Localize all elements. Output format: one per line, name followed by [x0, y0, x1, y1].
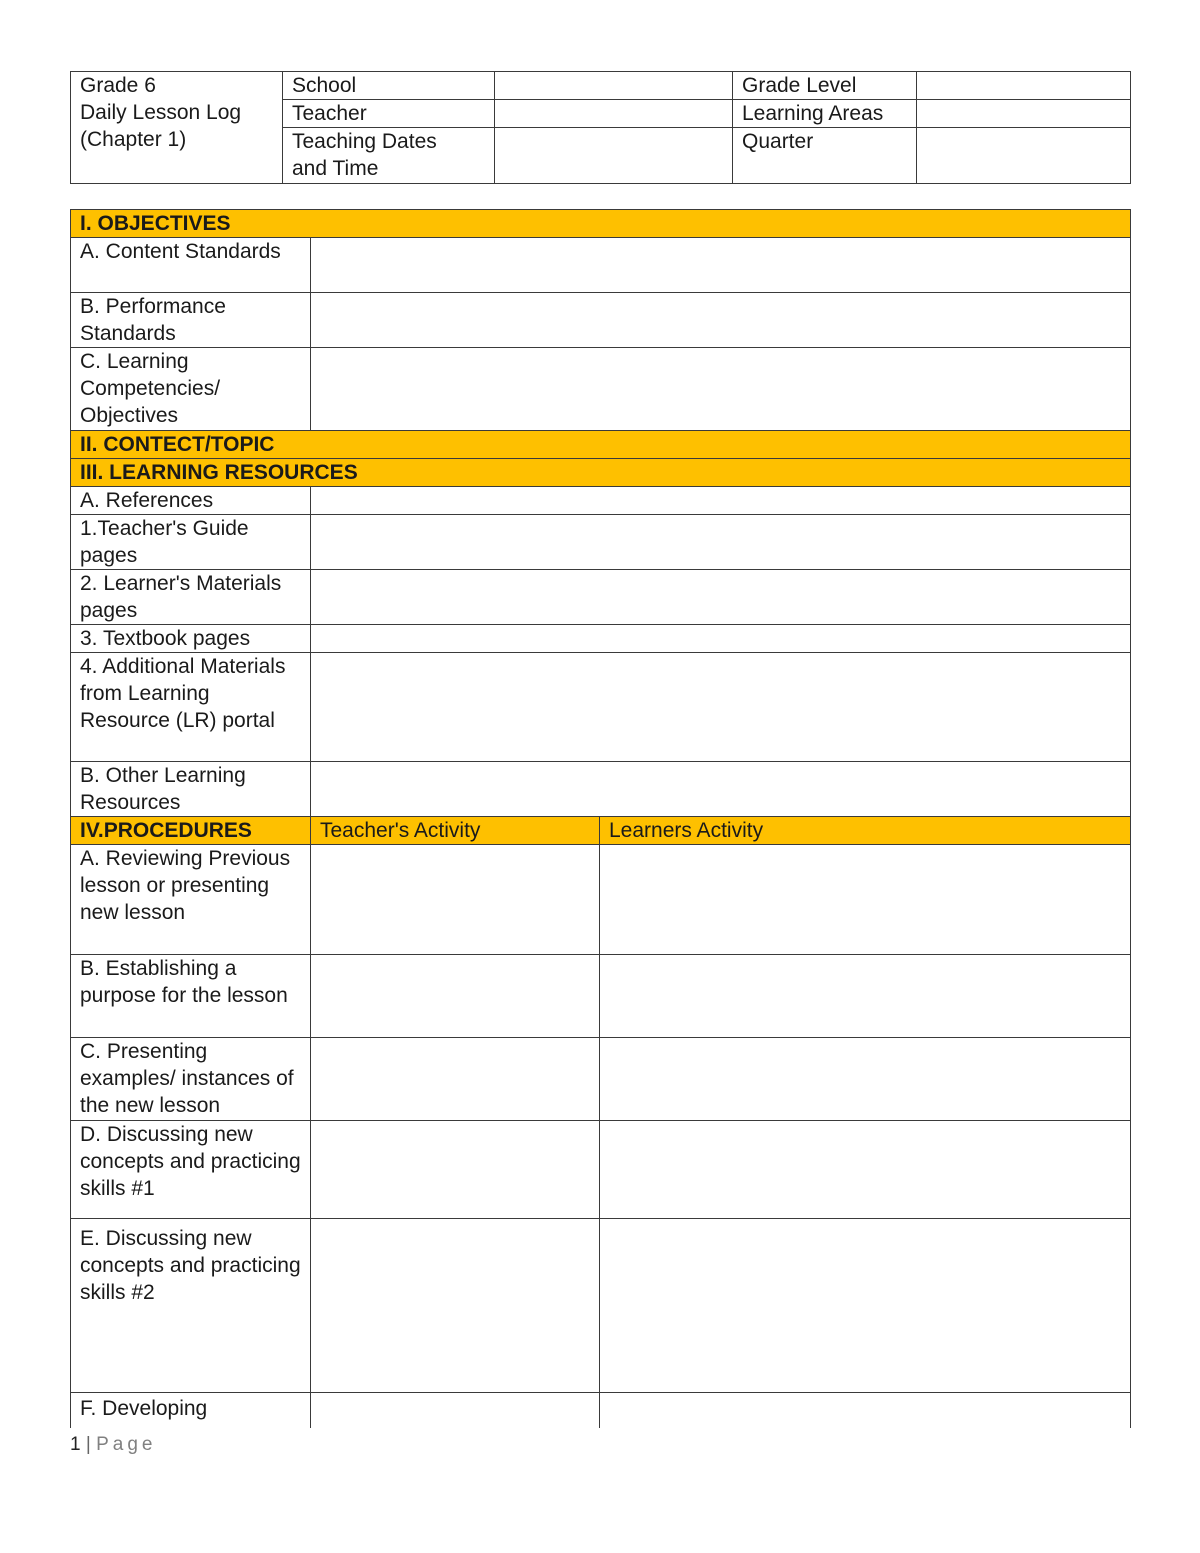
procedure-step-label: C. Presenting examples/ instances of the new lesson [71, 1038, 311, 1121]
teacher-activity-field[interactable] [311, 955, 600, 1038]
learners-materials-field[interactable] [311, 570, 1131, 625]
content-topic-heading: II. CONTECT/TOPIC [71, 431, 1131, 459]
learner-activity-field[interactable] [600, 1393, 1131, 1428]
learning-competencies-field[interactable] [311, 348, 1131, 431]
references-field[interactable] [311, 487, 1131, 515]
teacher-activity-field[interactable] [311, 1219, 600, 1393]
other-resources-label: B. Other Learning Resources [71, 762, 311, 817]
content-standards-field[interactable] [311, 238, 1131, 293]
page-number: 1 [70, 1434, 81, 1455]
procedures-heading: IV.PROCEDURES [71, 817, 311, 845]
header-table [70, 71, 1131, 184]
learner-activity-field[interactable] [600, 1038, 1131, 1121]
school-field[interactable] [495, 72, 733, 100]
textbook-label: 3. Textbook pages [71, 625, 311, 653]
learning-competencies-label: C. Learning Competencies/ Objectives [71, 348, 311, 431]
objectives-heading: I. OBJECTIVES [71, 210, 1131, 238]
learner-activity-field[interactable] [600, 1121, 1131, 1219]
learning-areas-field[interactable] [917, 100, 1131, 128]
teachers-guide-field[interactable] [311, 515, 1131, 570]
teachers-guide-label: 1.Teacher's Guide pages [71, 515, 311, 570]
textbook-field[interactable] [311, 625, 1131, 653]
procedure-step-label: E. Discussing new concepts and practicing skills #2 [71, 1219, 311, 1393]
grade-level-field[interactable] [917, 72, 1131, 100]
procedure-step-label: B. Establishing a purpose for the lesson [71, 955, 311, 1038]
teacher-activity-field[interactable] [311, 1121, 600, 1219]
log-title-name: Daily Lesson Log [80, 101, 242, 124]
teacher-activity-field[interactable] [311, 1038, 600, 1121]
teacher-activity-field[interactable] [311, 845, 600, 955]
page-separator: | [85, 1434, 91, 1455]
quarter-field[interactable] [917, 128, 1131, 184]
lesson-log-table [70, 209, 1131, 1428]
teacher-activity-header: Teacher's Activity [311, 817, 600, 845]
content-standards-label: A. Content Standards [71, 238, 311, 293]
other-resources-field[interactable] [311, 762, 1131, 817]
teacher-label: Teacher [283, 100, 495, 128]
additional-materials-field[interactable] [311, 653, 1131, 762]
learner-activity-header: Learners Activity [600, 817, 1131, 845]
teacher-activity-field[interactable] [311, 1393, 600, 1428]
grade-level-label: Grade Level [733, 72, 917, 100]
teaching-dates-label-line2: and Time [292, 157, 379, 180]
school-label: School [283, 72, 495, 100]
performance-standards-label: B. Performance Standards [71, 293, 311, 348]
procedure-step-label: A. Reviewing Previous lesson or presenting new lesson [71, 845, 311, 955]
teaching-dates-label [283, 128, 495, 184]
page-word: Page [96, 1434, 157, 1455]
learners-materials-label: 2. Learner's Materials pages [71, 570, 311, 625]
performance-standards-field[interactable] [311, 293, 1131, 348]
procedure-step-label: D. Discussing new concepts and practicing skills #1 [71, 1121, 311, 1219]
page-footer [70, 1432, 156, 1458]
teaching-dates-field[interactable] [495, 128, 733, 184]
log-title-grade: Grade 6 [80, 74, 156, 97]
learner-activity-field[interactable] [600, 845, 1131, 955]
teacher-field[interactable] [495, 100, 733, 128]
log-title [71, 72, 283, 184]
additional-materials-label: 4. Additional Materials from Learning Resource (LR) portal [71, 653, 311, 762]
learning-resources-heading: III. LEARNING RESOURCES [71, 459, 1131, 487]
learner-activity-field[interactable] [600, 955, 1131, 1038]
quarter-label: Quarter [733, 128, 917, 184]
teaching-dates-label-line1: Teaching Dates [292, 130, 437, 153]
log-title-chapter: (Chapter 1) [80, 128, 187, 151]
learner-activity-field[interactable] [600, 1219, 1131, 1393]
references-label: A. References [71, 487, 311, 515]
learning-areas-label: Learning Areas [733, 100, 917, 128]
procedure-step-label: F. Developing [71, 1393, 311, 1428]
